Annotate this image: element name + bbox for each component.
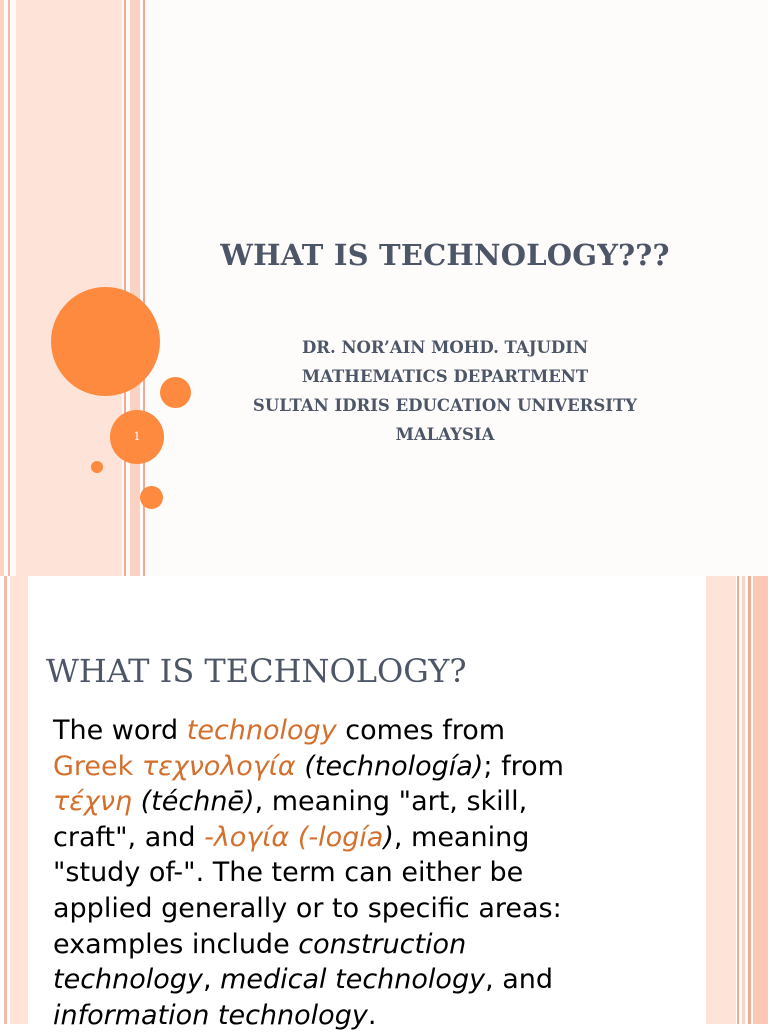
example-term: information technology <box>53 999 368 1031</box>
text: ; from <box>483 750 564 782</box>
text: , <box>202 964 221 996</box>
decorative-circle <box>140 486 163 509</box>
decorative-stripe <box>130 0 140 576</box>
greek-word-link[interactable]: τεχνολογία <box>141 750 296 782</box>
author-name: DR. NOR’AIN MOHD. TAJUDIN <box>301 338 589 357</box>
decorative-stripe <box>742 576 745 1024</box>
greek-suffix-link[interactable]: -λογία <box>204 821 290 853</box>
text: examples include <box>53 928 299 960</box>
example-term: medical technology <box>220 964 486 996</box>
definition-paragraph <box>53 713 673 1033</box>
space <box>289 822 298 853</box>
country: MALAYSIA <box>395 425 495 444</box>
space <box>133 751 142 782</box>
keyword-link[interactable]: technology <box>186 715 337 746</box>
decorative-stripe <box>753 576 768 1024</box>
slide-title: WHAT IS TECHNOLOGY??? <box>220 238 670 272</box>
decorative-stripe <box>748 576 751 1024</box>
text-line <box>53 749 673 785</box>
suffix-link[interactable]: (-logía <box>297 821 384 853</box>
decorative-stripe <box>706 576 736 1024</box>
greek-word-link[interactable]: τέχνη <box>53 786 133 818</box>
text-line <box>53 927 673 963</box>
decorative-stripe <box>10 576 28 1024</box>
text-line <box>53 962 673 998</box>
greek-link[interactable]: Greek <box>53 750 134 782</box>
text-line <box>53 713 673 749</box>
university: SULTAN IDRIS EDUCATION UNIVERSITY <box>252 396 638 415</box>
decorative-stripe <box>737 576 739 1024</box>
text: comes from <box>336 715 506 746</box>
text-line <box>53 784 673 820</box>
decorative-circle-small <box>91 461 103 473</box>
text-line <box>53 820 673 856</box>
slide-title: WHAT IS TECHNOLOGY? <box>46 652 467 690</box>
text: The word <box>53 715 187 746</box>
text-line <box>53 998 673 1033</box>
page-number: 1 <box>133 430 141 443</box>
transliteration: (téchnē) <box>140 786 255 818</box>
text: , meaning "art, skill, <box>254 786 528 818</box>
department: MATHEMATICS DEPARTMENT <box>301 367 589 386</box>
example-term: technology <box>53 964 203 996</box>
transliteration: (technología) <box>304 750 484 782</box>
decorative-stripe <box>124 0 126 576</box>
text-line: "study of-". The term can either be <box>53 857 524 889</box>
text: , and <box>485 964 554 996</box>
text-line: applied generally or to specific areas: <box>53 892 562 924</box>
text: craft", and <box>53 821 205 853</box>
text: ) <box>383 821 394 853</box>
example-term: construction <box>298 928 467 960</box>
space <box>132 786 141 817</box>
decorative-stripe <box>8 0 10 576</box>
text: . <box>367 999 377 1031</box>
decorative-stripe <box>4 576 7 1024</box>
decorative-circle-large <box>51 287 160 396</box>
decorative-stripe <box>0 0 4 576</box>
text: , meaning <box>393 821 530 853</box>
